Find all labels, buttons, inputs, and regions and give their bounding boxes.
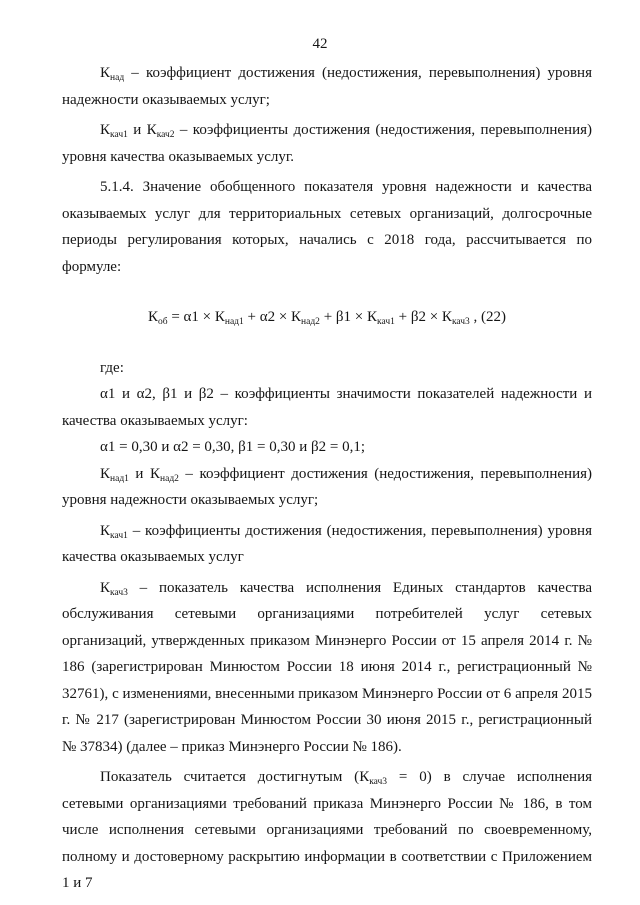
page-number: 42: [312, 36, 328, 52]
paragraph-5-1-4: 5.1.4. Значение обобщенного показателя уровня надежности и качества оказываемых услуг для территориальных сетевых организаций, долгосрочные периоды регулирования которых, начались с 2018 года, рассчитывается по формуле:: [62, 179, 592, 275]
formula-22: $К_{об} = \alpha 1 \times К_{над1} + \alpha 2 \times К_{над2} + \beta 1 \times К_{кач1} + \beta 2 \times К_{кач3}$ , (22): [147, 309, 507, 327]
paragraph-k-kach: $К_{кач1}$ и $К_{кач2}$ – коэффициенты достижения (недостижения, перевыполнения) уровня качества оказываемых услуг.: [62, 122, 593, 165]
paragraph-indicator-achieved: Показатель считается достигнутым $(К_{кач3} = 0)$ в случае исполнения сетевыми организациями требований приказа Минэнерго России № 186, в том числе исполнения сетевыми организациями требований по своевременному, полному и достоверному раскрытию информации в соответствии с Приложением 1 и 7: [62, 769, 593, 891]
paragraph-coefficients: α1 и α2, β1 и β2 – коэффициенты значимости показателей надежности и качества оказываемых услуг:: [62, 386, 592, 429]
document-body: [62, 60, 592, 897]
paragraph-coefficient-values: α1 = 0,30 и α2 = 0,30, β1 = 0,30 и β2 = 0,1;: [100, 439, 366, 455]
paragraph-where: где:: [100, 359, 124, 376]
paragraph-k-kach1: $К_{кач1}$ – коэффициенты достижения (недостижения, перевыполнения) уровня качества оказываемых услуг: [62, 522, 592, 565]
paragraph-k-kach3: $К_{кач3}$ – показатель качества исполнения Единых стандартов качества обслуживания сетевыми организациями потребителей услуг сетевых организаций, утвержденных приказом Минэнерго России от 15 апреля 2014 г. № 186 (зарегистрирован Минюстом России 18 июня 2014 г., регистрационный № 32761), с изменениями, внесенными приказом Минэнерго России от 6 апреля 2015 г. № 217 (зарегистрирован Минюстом России 30 июня 2015 г., регистрационный № 37834) (далее – приказ Минэнерго России № 186).: [62, 579, 592, 755]
paragraph-k-nad: $К_{над}$ – коэффициент достижения (недостижения, перевыполнения) уровня надежности оказываемых услуг;: [62, 65, 592, 108]
paragraph-k-nad12: $К_{над1}$ и $К_{над2}$ – коэффициент достижения (недостижения, перевыполнения) уровня надежности оказываемых услуг;: [62, 465, 593, 508]
